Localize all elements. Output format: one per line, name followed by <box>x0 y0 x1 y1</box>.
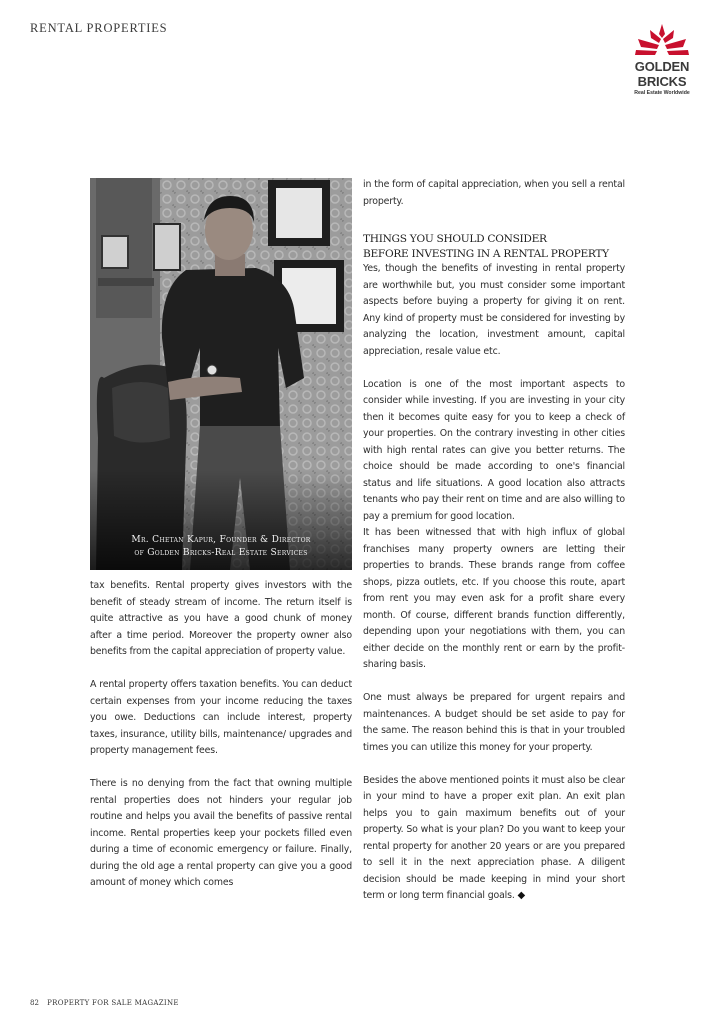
photo-caption <box>90 534 352 560</box>
right-paragraph-4: One must always be prepared for urgent repairs and maintenances. A budget should be set aside to pay for the same. The reason behind this is that in your troubled times you can utilize this money for your property. <box>363 692 625 753</box>
section-heading <box>363 230 625 261</box>
page-footer <box>30 999 179 1007</box>
logo-name-line1: GOLDEN <box>634 59 690 74</box>
left-paragraph-2: A rental property offers taxation benefits. You can deduct certain expenses from your income reducing the taxes you owe. Deductions can include interest, property taxes, insurance, utility bills, maintenance/ upgrades and property management fees. <box>90 679 352 756</box>
heading-line-1: THINGS YOU SHOULD CONSIDER <box>363 233 547 245</box>
left-paragraph-1: tax benefits. Rental property gives investors with the benefit of steady stream of income. The return itself is quite attractive as you have a good chunk of money after a time period. Moreover the property owner also benefits from the capital appreciation of property value. <box>90 580 352 657</box>
right-paragraph-2: Location is one of the most important aspects to consider while investing. If you are investing in your city then it becomes quite easy for you to keep a check of your properties. On the contrary investing in other cities with high rental rates can give you better returns. The choice should be made according to one's financial status and life situations. A good location also attracts tenants who pay their rent on time and are also willing to pay a premium for good location. <box>363 378 625 522</box>
left-column <box>90 578 352 892</box>
page-number: 82 <box>30 999 39 1007</box>
caption-line-1: Mr. Chetan Kapur, Founder & Director <box>131 535 311 545</box>
golden-bricks-logo <box>622 22 702 106</box>
golden-bricks-logo-icon <box>633 22 691 58</box>
caption-line-2: of Golden Bricks-Real Estate Services <box>134 548 308 558</box>
founder-photo <box>90 178 352 570</box>
right-paragraph-5-text: Besides the above mentioned points it must also be clear in your mind to have a proper exit plan. An exit plan helps you to gain maximum benefits out of your property. So what is your plan? Do you want to keep your rental property for another 20 years or are you prepared to sell it in the next appreciation phase. A diligent decision should be made keeping in mind your short term or long term financial goals. <box>363 774 625 901</box>
left-paragraph-3: There is no denying from the fact that owning multiple rental properties does not hinders your regular job routine and helps you avail the benefits of passive rental income. Rental properties keep your pockets filled even during a time of economic emergency or failure. Finally, during the old age a rental property can give you a good amount of money which comes <box>90 778 352 888</box>
logo-tagline: Real Estate Worldwide <box>634 90 690 96</box>
right-paragraph-1: Yes, though the benefits of investing in rental property are worthwhile but, you must consider some important aspects before buying a property for giving it on rent. Any kind of property must be considered for investing by analyzing the location, investment amount, capital appreciation, resale value etc. <box>363 263 625 357</box>
founder-photo-image <box>90 178 352 570</box>
logo-name-line2: BRICKS <box>637 74 687 89</box>
magazine-name: PROPERTY FOR SALE MAGAZINE <box>47 999 179 1007</box>
right-paragraph-5 <box>363 773 625 905</box>
heading-line-2: BEFORE INVESTING IN A RENTAL PROPERTY <box>363 247 609 260</box>
right-paragraph-3: It has been witnessed that with high influx of global franchises many property owners are letting their properties to brands. These brands range from coffee shops, pizza outlets, etc. If you choose this route, apart from rent you may even ask for a profit share every month. Of course, different brands function differently, depending upon your negotiations with them, you can either decide on the monthly rent or earn by the profit-sharing basis. <box>363 527 625 670</box>
end-mark-icon: ◆ <box>517 890 526 901</box>
section-label: RENTAL PROPERTIES <box>30 21 168 35</box>
right-column <box>363 177 625 905</box>
right-intro: in the form of capital appreciation, when you sell a rental property. <box>363 179 625 207</box>
